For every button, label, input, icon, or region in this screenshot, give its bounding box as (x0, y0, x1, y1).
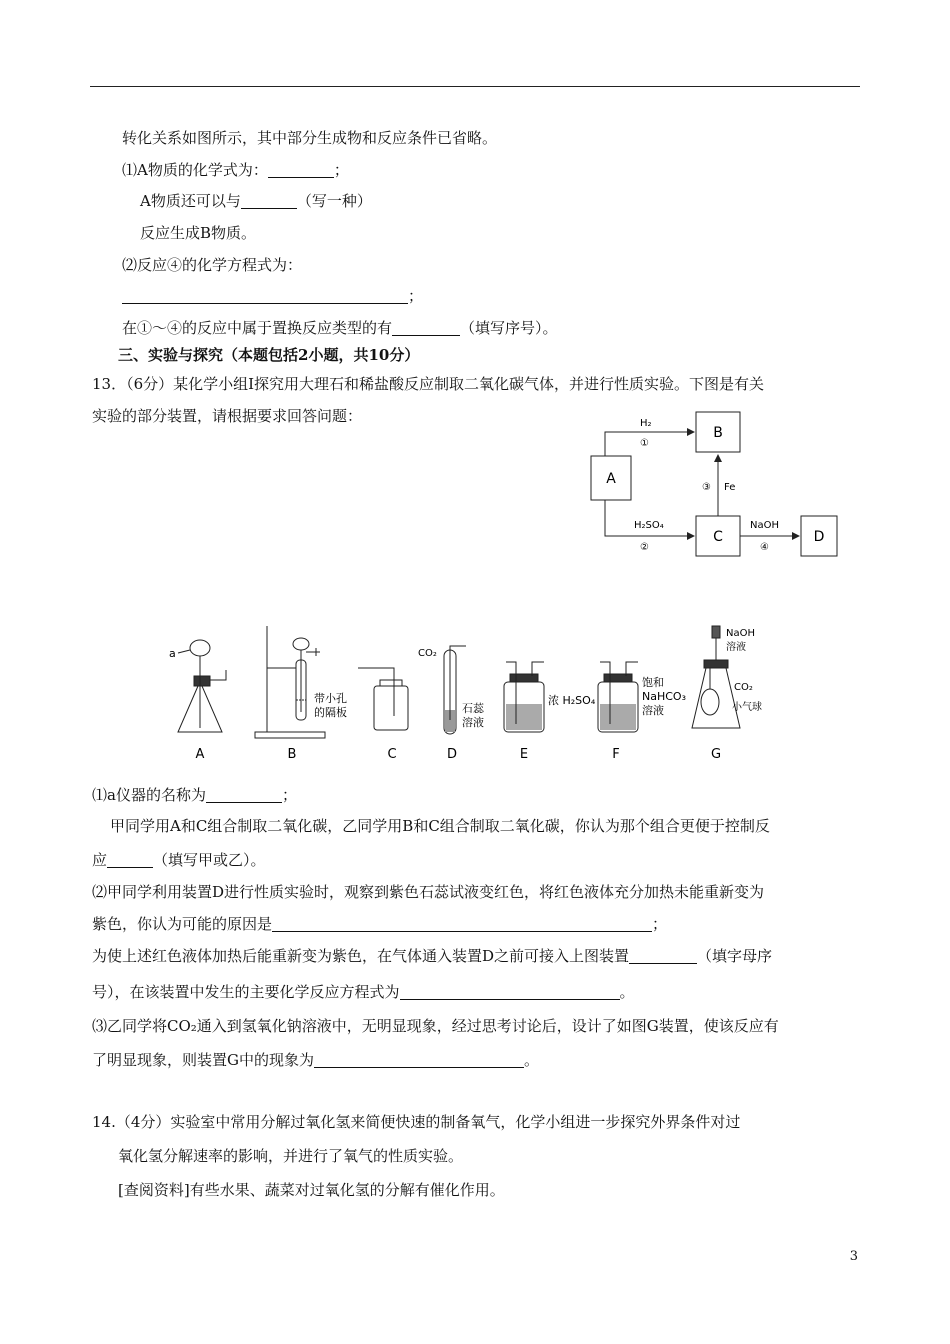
apparatus-d-liquid-1: 石蕊 (462, 702, 484, 715)
apparatus-f-liquid-2: NaHCO₃ (642, 690, 686, 703)
q12-part1c: 反应生成B物质。 (140, 224, 257, 242)
apparatus-c (358, 668, 408, 730)
apparatus-e (504, 662, 544, 732)
apparatus-d-gas: CO₂ (418, 648, 437, 659)
apparatus-f-liquid-3: 溶液 (642, 704, 664, 717)
answer-blank[interactable] (107, 853, 153, 868)
apparatus-label-e: E (519, 747, 529, 762)
step-1: ① (640, 438, 649, 449)
q13-part2: ⑵甲同学利用装置D进行性质实验时，观察到紫色石蕊试液变红色，将红色液体充分加热未能重新变为 (92, 883, 765, 901)
q13-part2c: 为使上述红色液体加热后能重新变为紫色，在气体通入装置D之前可接入上图装置 （填字母序 (92, 947, 773, 965)
reaction-flow-diagram (580, 408, 850, 568)
q12-part2: ⑵反应④的化学方程式为： (122, 256, 303, 274)
q12-part1b: A物质还可以与 （写一种） (140, 192, 372, 210)
answer-blank[interactable] (206, 788, 282, 803)
q12-part1: ⑴A物质的化学式为： ； (122, 161, 349, 179)
reagent-1: H₂ (640, 418, 652, 429)
reagent-3: Fe (724, 482, 736, 493)
page-number: 3 (849, 1249, 858, 1264)
answer-blank[interactable] (122, 289, 408, 304)
apparatus-label-a: A (195, 747, 205, 762)
q13-intro-1: 13．（6分）某化学小组Ⅰ探究用大理石和稀盐酸反应制取二氧化碳气体，并进行性质实验。下图是有关 (92, 375, 765, 393)
apparatus-b-note-1: 带小孔 (314, 692, 347, 705)
q14-line-2: 氧化氢分解速率的影响，并进行了氧气的性质实验。 (118, 1147, 464, 1165)
q12-part2-answer: ； (122, 286, 423, 306)
step-2: ② (640, 542, 649, 553)
box-d-label: D (813, 529, 825, 545)
q13-part2d: 号），在该装置中发生的主要化学反应方程式为 。 (92, 983, 635, 1001)
step-4: ④ (760, 542, 769, 553)
apparatus-e-liquid: 浓 H₂SO₄ (548, 694, 596, 707)
q13-part3: ⑶乙同学将CO₂通入到氢氧化钠溶液中，无明显现象，经过思考讨论后，设计了如图G装置，使该反应有 (92, 1017, 779, 1035)
apparatus-a-part-label: a (169, 647, 176, 660)
arrow-a-to-b (605, 432, 694, 456)
answer-blank[interactable] (241, 194, 297, 209)
reagent-4: NaOH (750, 520, 779, 531)
q13-intro-2: 实验的部分装置，请根据要求回答问题： (92, 407, 363, 425)
apparatus-f-liquid-1: 饱和 (642, 676, 664, 689)
box-c-label: C (713, 529, 723, 545)
apparatus-b (255, 626, 325, 738)
apparatus-d-liquid-2: 溶液 (462, 716, 484, 729)
apparatus-label-d: D (446, 747, 458, 762)
apparatus-label-c: C (387, 747, 397, 762)
apparatus-a (178, 640, 226, 732)
q12-part3: 在①～④的反应中属于置换反应类型的有 （填写序号）。 (122, 319, 558, 337)
q13-part2b: 紫色，你认为可能的原因是 ； (92, 915, 668, 933)
apparatus-f (598, 662, 638, 732)
apparatus-b-note-2: 的隔板 (314, 706, 347, 719)
apparatus-g-balloon: 小气球 (732, 702, 762, 713)
box-a-label: A (606, 471, 616, 487)
header-rule (90, 86, 860, 87)
answer-blank[interactable] (629, 949, 697, 964)
section3-title: 三、实验与探究（本题包括2小题，共10分） (118, 346, 420, 364)
q13-part1c: 应 （填写甲或乙）。 (92, 851, 266, 869)
q13-part1b: 甲同学用A和C组合制取二氧化碳，乙同学用B和C组合制取二氧化碳，你认为那个组合更便于控制反 (110, 817, 770, 835)
answer-blank[interactable] (314, 1053, 524, 1068)
apparatus-g-dropper-1: NaOH (726, 628, 755, 639)
q14-line-1: 14.（4分）实验室中常用分解过氧化氢来简便快速的制备氧气，化学小组进一步探究外界条件对过 (92, 1113, 741, 1131)
apparatus-figure (160, 620, 800, 762)
q13-part3b: 了明显现象，则装置G中的现象为 。 (92, 1051, 539, 1069)
reagent-2: H₂SO₄ (634, 520, 664, 531)
apparatus-label-b: B (287, 747, 297, 762)
apparatus-label-f: F (612, 747, 620, 762)
answer-blank[interactable] (392, 321, 460, 336)
apparatus-g-dropper-2: 溶液 (726, 642, 746, 653)
answer-blank[interactable] (400, 985, 620, 1000)
box-b-label: B (713, 425, 723, 441)
apparatus-label-g: G (710, 747, 722, 762)
q14-line-3: [查阅资料]有些水果、蔬菜对过氧化氢的分解有催化作用。 (118, 1181, 505, 1199)
step-3: ③ (702, 482, 711, 493)
answer-blank[interactable] (268, 163, 334, 178)
answer-blank[interactable] (272, 917, 652, 932)
apparatus-g-gas: CO₂ (734, 682, 753, 693)
q13-part1: ⑴a仪器的名称为 ； (92, 786, 297, 804)
q12-intro: 转化关系如图所示，其中部分生成物和反应条件已省略。 (122, 129, 498, 147)
